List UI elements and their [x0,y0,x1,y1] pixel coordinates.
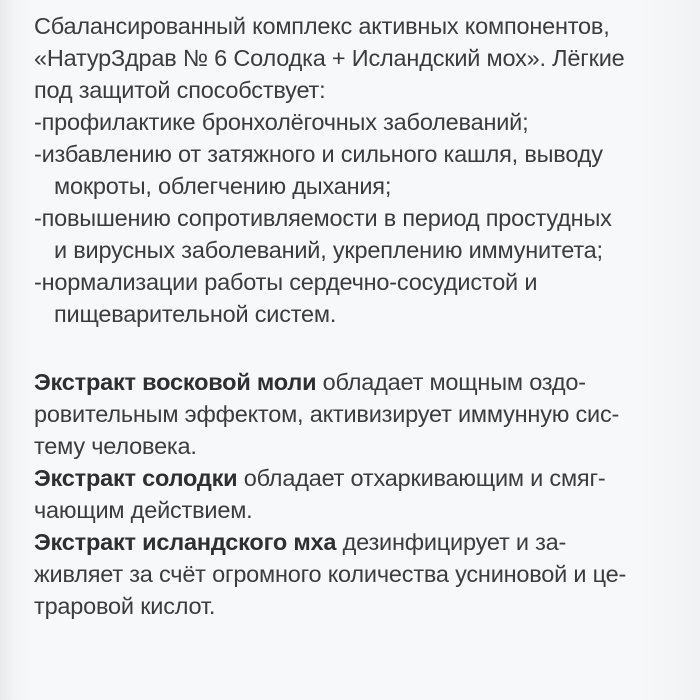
benefit-item: -нормализации работы сердечно-сосудистой и [34,269,538,295]
benefit-item: -избавлению от затяжного и сильного кашля, выводу [34,141,603,167]
extract-paragraph-iceland-moss [34,526,674,622]
intro-paragraph [34,10,674,330]
extract-line: ровительным эффектом, активизирует иммунную сис- [34,401,620,427]
benefit-item: -профилактике бронхолёгочных заболеваний; [34,109,529,135]
benefit-item-continuation: и вирусных заболеваний, укреплению иммунитета; [54,237,603,263]
benefit-item-continuation: мокроты, облегчению дыхания; [54,173,392,199]
benefit-item: -повышению сопротивляемости в период простудных [34,205,612,231]
extract-line [34,462,674,494]
extract-paragraph-licorice [34,462,674,526]
extract-name: Экстракт восковой моли [34,369,317,395]
product-description [34,10,674,622]
extract-name: Экстракт исландского мха [34,529,337,555]
section-spacer [34,330,674,366]
extract-name: Экстракт солодки [34,465,238,491]
extract-line: живляет за счёт огромного количества усниновой и це- [34,561,627,587]
extract-line [34,526,674,558]
extract-line: тему человека. [34,433,197,459]
intro-line: под защитой способствует: [34,77,326,103]
extract-text: дезинфицирует и за- [336,529,567,555]
intro-line: Сбалансированный комплекс активных компонентов, [34,13,610,39]
extract-line: траровой кислот. [34,593,216,619]
benefit-item-continuation: пищеварительной систем. [54,301,337,327]
intro-line: «НатурЗдрав № 6 Солодка + Исландский мох». Лёгкие [34,45,625,71]
extract-line [34,366,674,398]
extract-line: чающим действием. [34,497,253,523]
extract-text: обладает отхаркивающим и смяг- [237,465,606,491]
extract-text: обладает мощным оздо- [316,369,586,395]
extract-paragraph-wax-moth [34,366,674,462]
